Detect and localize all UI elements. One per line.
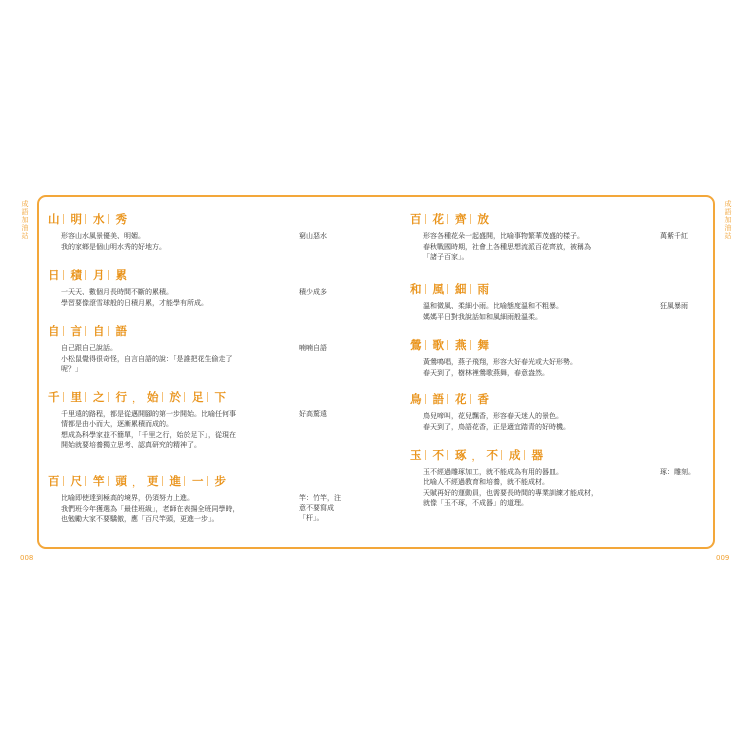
idiom-char: 花 (432, 212, 444, 226)
entry-text: 形容山水風景優美、明媚。 (61, 232, 145, 240)
definition-line (47, 493, 279, 503)
char-divider (470, 394, 475, 404)
idiom-entry (409, 335, 699, 379)
char-divider (470, 284, 475, 294)
idiom-char: ， (132, 393, 142, 405)
idiom-char: 秀 (115, 212, 127, 226)
definition-badge: 形 (48, 494, 55, 501)
char-divider (425, 214, 430, 224)
definition-badge: 形 (48, 410, 55, 417)
entry-text: 春天到了，樹林裡鶯歌燕舞，春意盎然。 (423, 369, 549, 377)
idiom-title (409, 209, 699, 229)
related-idiom-note (285, 409, 327, 419)
example-line (47, 430, 279, 450)
char-divider (108, 476, 113, 486)
char-divider (184, 476, 189, 486)
entry-text: 我的家鄉是個山明水秀的好地方。 (61, 243, 166, 251)
idiom-char: 日 (48, 268, 60, 282)
note-badge: 注 (286, 494, 293, 501)
char-divider (524, 450, 529, 460)
char-divider (63, 270, 68, 280)
idiom-char: 舞 (477, 338, 489, 352)
idiom-entry (409, 445, 699, 509)
example-line (409, 488, 641, 508)
example-line (409, 312, 641, 322)
idiom-char: 語 (115, 324, 127, 338)
idiom-char: 細 (455, 282, 467, 296)
definition-line (409, 231, 641, 241)
definition-badge: 形 (410, 232, 417, 239)
page-number-left: 008 (20, 554, 34, 562)
example-badge: 例 (410, 243, 417, 250)
char-divider (108, 326, 113, 336)
idiom-char: 和 (410, 282, 422, 296)
idiom-char: 器 (531, 448, 543, 462)
char-divider (447, 450, 452, 460)
idiom-char: 一 (192, 474, 204, 488)
definition-line (409, 357, 641, 367)
related-idiom-note (646, 231, 688, 241)
note-badge: 注 (647, 468, 654, 475)
entry-text: 自己跟自己說話。 (61, 344, 117, 352)
example-badge: 例 (410, 313, 417, 320)
idiom-title (47, 471, 367, 491)
idiom-char: 水 (93, 212, 105, 226)
idiom-char: 言 (70, 324, 82, 338)
entry-text: 形容各種花朵一起盛開，比喻事物繁華茂盛的樣子。 (423, 232, 584, 240)
entry-text: 春秋戰國時期，社會上各種思想流派百花齊放，被稱為 「諸子百家」。 (423, 243, 591, 261)
char-divider (447, 284, 452, 294)
char-divider (85, 270, 90, 280)
idiom-char: 琢 (455, 448, 467, 462)
definition-badge: 形 (48, 232, 55, 239)
entry-text: 我們班今年獲選為「最佳班級」，老師在表揚全班同學時， 也勉勵大家不要驕傲，應「百尺竿頭，更進一步」。 (61, 505, 240, 523)
idiom-char: 下 (214, 390, 226, 404)
char-divider (108, 392, 113, 402)
entry-text: 想成為科學家並不簡單，「千里之行，始於足下」，從現在 開始就要培養獨立思考、認真研究的精神了。 (61, 431, 236, 449)
definition-line (409, 467, 641, 487)
idiom-char: 花 (455, 392, 467, 406)
idiom-char: 足 (192, 390, 204, 404)
idiom-title (409, 389, 699, 409)
idiom-entry (47, 209, 367, 253)
idiom-char: 里 (70, 390, 82, 404)
definition-badge: 形 (410, 358, 417, 365)
related-idiom-note (285, 343, 327, 353)
related-idiom-note (646, 467, 695, 477)
idiom-char: 成 (509, 448, 521, 462)
example-badge: 例 (410, 369, 417, 376)
related-idiom-note (285, 493, 341, 523)
note-text: 琢：雕刻。 (660, 468, 695, 476)
idiom-char: 尺 (70, 474, 82, 488)
definition-line (47, 287, 279, 297)
example-line (409, 368, 641, 378)
idiom-entry (47, 471, 367, 525)
char-divider (425, 450, 430, 460)
entry-text: 春天到了，鳥語花香，正是適宜踏青的好時機。 (423, 423, 570, 431)
char-divider (63, 392, 68, 402)
char-divider (207, 476, 212, 486)
entry-text: 溫和微風、柔細小雨。比喻態度溫和不粗暴。 (423, 302, 563, 310)
char-divider (501, 450, 506, 460)
idiom-char: 千 (48, 390, 60, 404)
char-divider (470, 214, 475, 224)
idiom-char: 自 (93, 324, 105, 338)
page-number-right: 009 (716, 554, 730, 562)
note-text: 窮山惡水 (299, 232, 327, 240)
idiom-char: 不 (432, 448, 444, 462)
idiom-title (409, 335, 699, 355)
char-divider (425, 340, 430, 350)
idiom-char: 積 (70, 268, 82, 282)
note-badge: 反 (286, 344, 293, 351)
idiom-char: 竿 (93, 474, 105, 488)
char-divider (63, 326, 68, 336)
idiom-char: 頭 (115, 474, 127, 488)
idiom-entry (47, 387, 367, 451)
definition-badge: 形 (410, 412, 417, 419)
entry-text: 媽媽平日對我說話如和風細雨般溫柔。 (423, 313, 542, 321)
idiom-entry (47, 265, 367, 309)
idiom-char: 自 (48, 324, 60, 338)
char-divider (425, 284, 430, 294)
idiom-title (47, 265, 367, 285)
idiom-char: 風 (432, 282, 444, 296)
related-idiom-note (285, 287, 327, 297)
example-line (409, 242, 641, 262)
note-badge: 反 (286, 288, 293, 295)
note-text: 狂風暴雨 (660, 302, 688, 310)
idiom-char: 玉 (410, 448, 422, 462)
related-idiom-note (646, 301, 688, 311)
idiom-char: ， (132, 477, 142, 489)
example-badge: 例 (410, 423, 417, 430)
idiom-char: 始 (147, 390, 159, 404)
idiom-char: 累 (115, 268, 127, 282)
example-line (47, 242, 279, 252)
idiom-char: 不 (486, 448, 498, 462)
definition-badge: 形 (48, 344, 55, 351)
side-label-right: 成語加油站 (724, 200, 732, 240)
definition-line (47, 231, 279, 241)
note-text: 喃喃自語 (299, 344, 327, 352)
idiom-char: ， (471, 451, 482, 463)
note-text: 好高騖遠 (299, 410, 327, 418)
idiom-char: 進 (169, 474, 181, 488)
side-label-left: 成語加油站 (21, 200, 29, 240)
example-badge: 例 (48, 243, 55, 250)
char-divider (108, 214, 113, 224)
entry-text: 黃鶯鳴唱，燕子飛翔，形容大好春光或大好形勢。 (423, 358, 577, 366)
definition-line (47, 409, 279, 429)
idiom-char: 月 (93, 268, 105, 282)
char-divider (447, 214, 452, 224)
idiom-char: 歌 (432, 338, 444, 352)
entry-text: 千里遠的路程，都是從邁開腳的第一步開始。比喻任何事 情都是由小而大，逐漸累積而成的。 (61, 410, 236, 428)
idiom-title (409, 445, 699, 465)
example-badge: 例 (48, 431, 55, 438)
idiom-panel (37, 195, 715, 549)
entry-text: 玉不經過雕琢加工，就不能成為有用的器皿。 比喻人不經過教育和培養，就不能成材。 (423, 468, 563, 486)
note-badge: 反 (647, 232, 654, 239)
example-line (47, 354, 279, 374)
idiom-entry (47, 321, 367, 375)
idiom-char: 之 (93, 390, 105, 404)
example-badge: 例 (48, 505, 55, 512)
idiom-char: 明 (70, 212, 82, 226)
idiom-entry (409, 279, 699, 323)
example-line (47, 504, 279, 524)
example-line (47, 298, 279, 308)
definition-badge: 形 (410, 468, 417, 475)
definition-badge: 形 (48, 288, 55, 295)
note-badge: 反 (286, 232, 293, 239)
char-divider (108, 270, 113, 280)
idiom-char: 鳥 (410, 392, 422, 406)
char-divider (425, 394, 430, 404)
definition-badge: 形 (410, 302, 417, 309)
char-divider (447, 340, 452, 350)
idiom-char: 雨 (477, 282, 489, 296)
char-divider (85, 392, 90, 402)
idiom-char: 於 (169, 390, 181, 404)
idiom-entry (409, 389, 699, 433)
definition-line (409, 411, 641, 421)
entry-text: 天賦再好的運動員，也需要長時間的專業訓練才能成材， 就像「玉不琢，不成器」的道理。 (423, 489, 598, 507)
idiom-title (47, 209, 367, 229)
idiom-char: 百 (410, 212, 422, 226)
char-divider (85, 476, 90, 486)
entry-text: 鳥兒啼叫，花兒飄香，形容春天迷人的景色。 (423, 412, 563, 420)
entry-text: 一天天、數個月長時間不斷的累積。 (61, 288, 173, 296)
char-divider (184, 392, 189, 402)
note-badge: 反 (647, 302, 654, 309)
char-divider (63, 214, 68, 224)
idiom-char: 齊 (455, 212, 467, 226)
char-divider (162, 476, 167, 486)
idiom-title (47, 321, 367, 341)
char-divider (447, 394, 452, 404)
char-divider (207, 392, 212, 402)
example-line (409, 422, 641, 432)
idiom-char: 更 (147, 474, 159, 488)
char-divider (85, 326, 90, 336)
idiom-title (47, 387, 367, 407)
char-divider (162, 392, 167, 402)
idiom-char: 語 (432, 392, 444, 406)
idiom-char: 鶯 (410, 338, 422, 352)
entry-text: 比喻即使達到極高的境界，仍須努力上進。 (61, 494, 194, 502)
definition-line (409, 301, 641, 311)
entry-text: 學習要像滾雪球般的日積月累，才能學有所成。 (61, 299, 208, 307)
idiom-char: 百 (48, 474, 60, 488)
related-idiom-note (285, 231, 327, 241)
idiom-title (409, 279, 699, 299)
char-divider (85, 214, 90, 224)
entry-text: 小松鼠覺得很奇怪，自言自語的說：「是誰把花生偷走了 呢？」 (61, 355, 233, 373)
idiom-char: 燕 (455, 338, 467, 352)
definition-line (47, 343, 279, 353)
idiom-char: 山 (48, 212, 60, 226)
idiom-char: 香 (477, 392, 489, 406)
example-badge: 例 (410, 489, 417, 496)
idiom-char: 行 (115, 390, 127, 404)
idiom-char: 步 (214, 474, 226, 488)
char-divider (470, 340, 475, 350)
idiom-char: 放 (477, 212, 489, 226)
example-badge: 例 (48, 355, 55, 362)
idiom-entry (409, 209, 699, 263)
note-text: 積少成多 (299, 288, 327, 296)
note-badge: 反 (286, 410, 293, 417)
example-badge: 例 (48, 299, 55, 306)
char-divider (63, 476, 68, 486)
note-text: 竿：竹竿，注 意不要寫成 「杆」。 (299, 494, 341, 522)
note-text: 萬紫千紅 (660, 232, 688, 240)
